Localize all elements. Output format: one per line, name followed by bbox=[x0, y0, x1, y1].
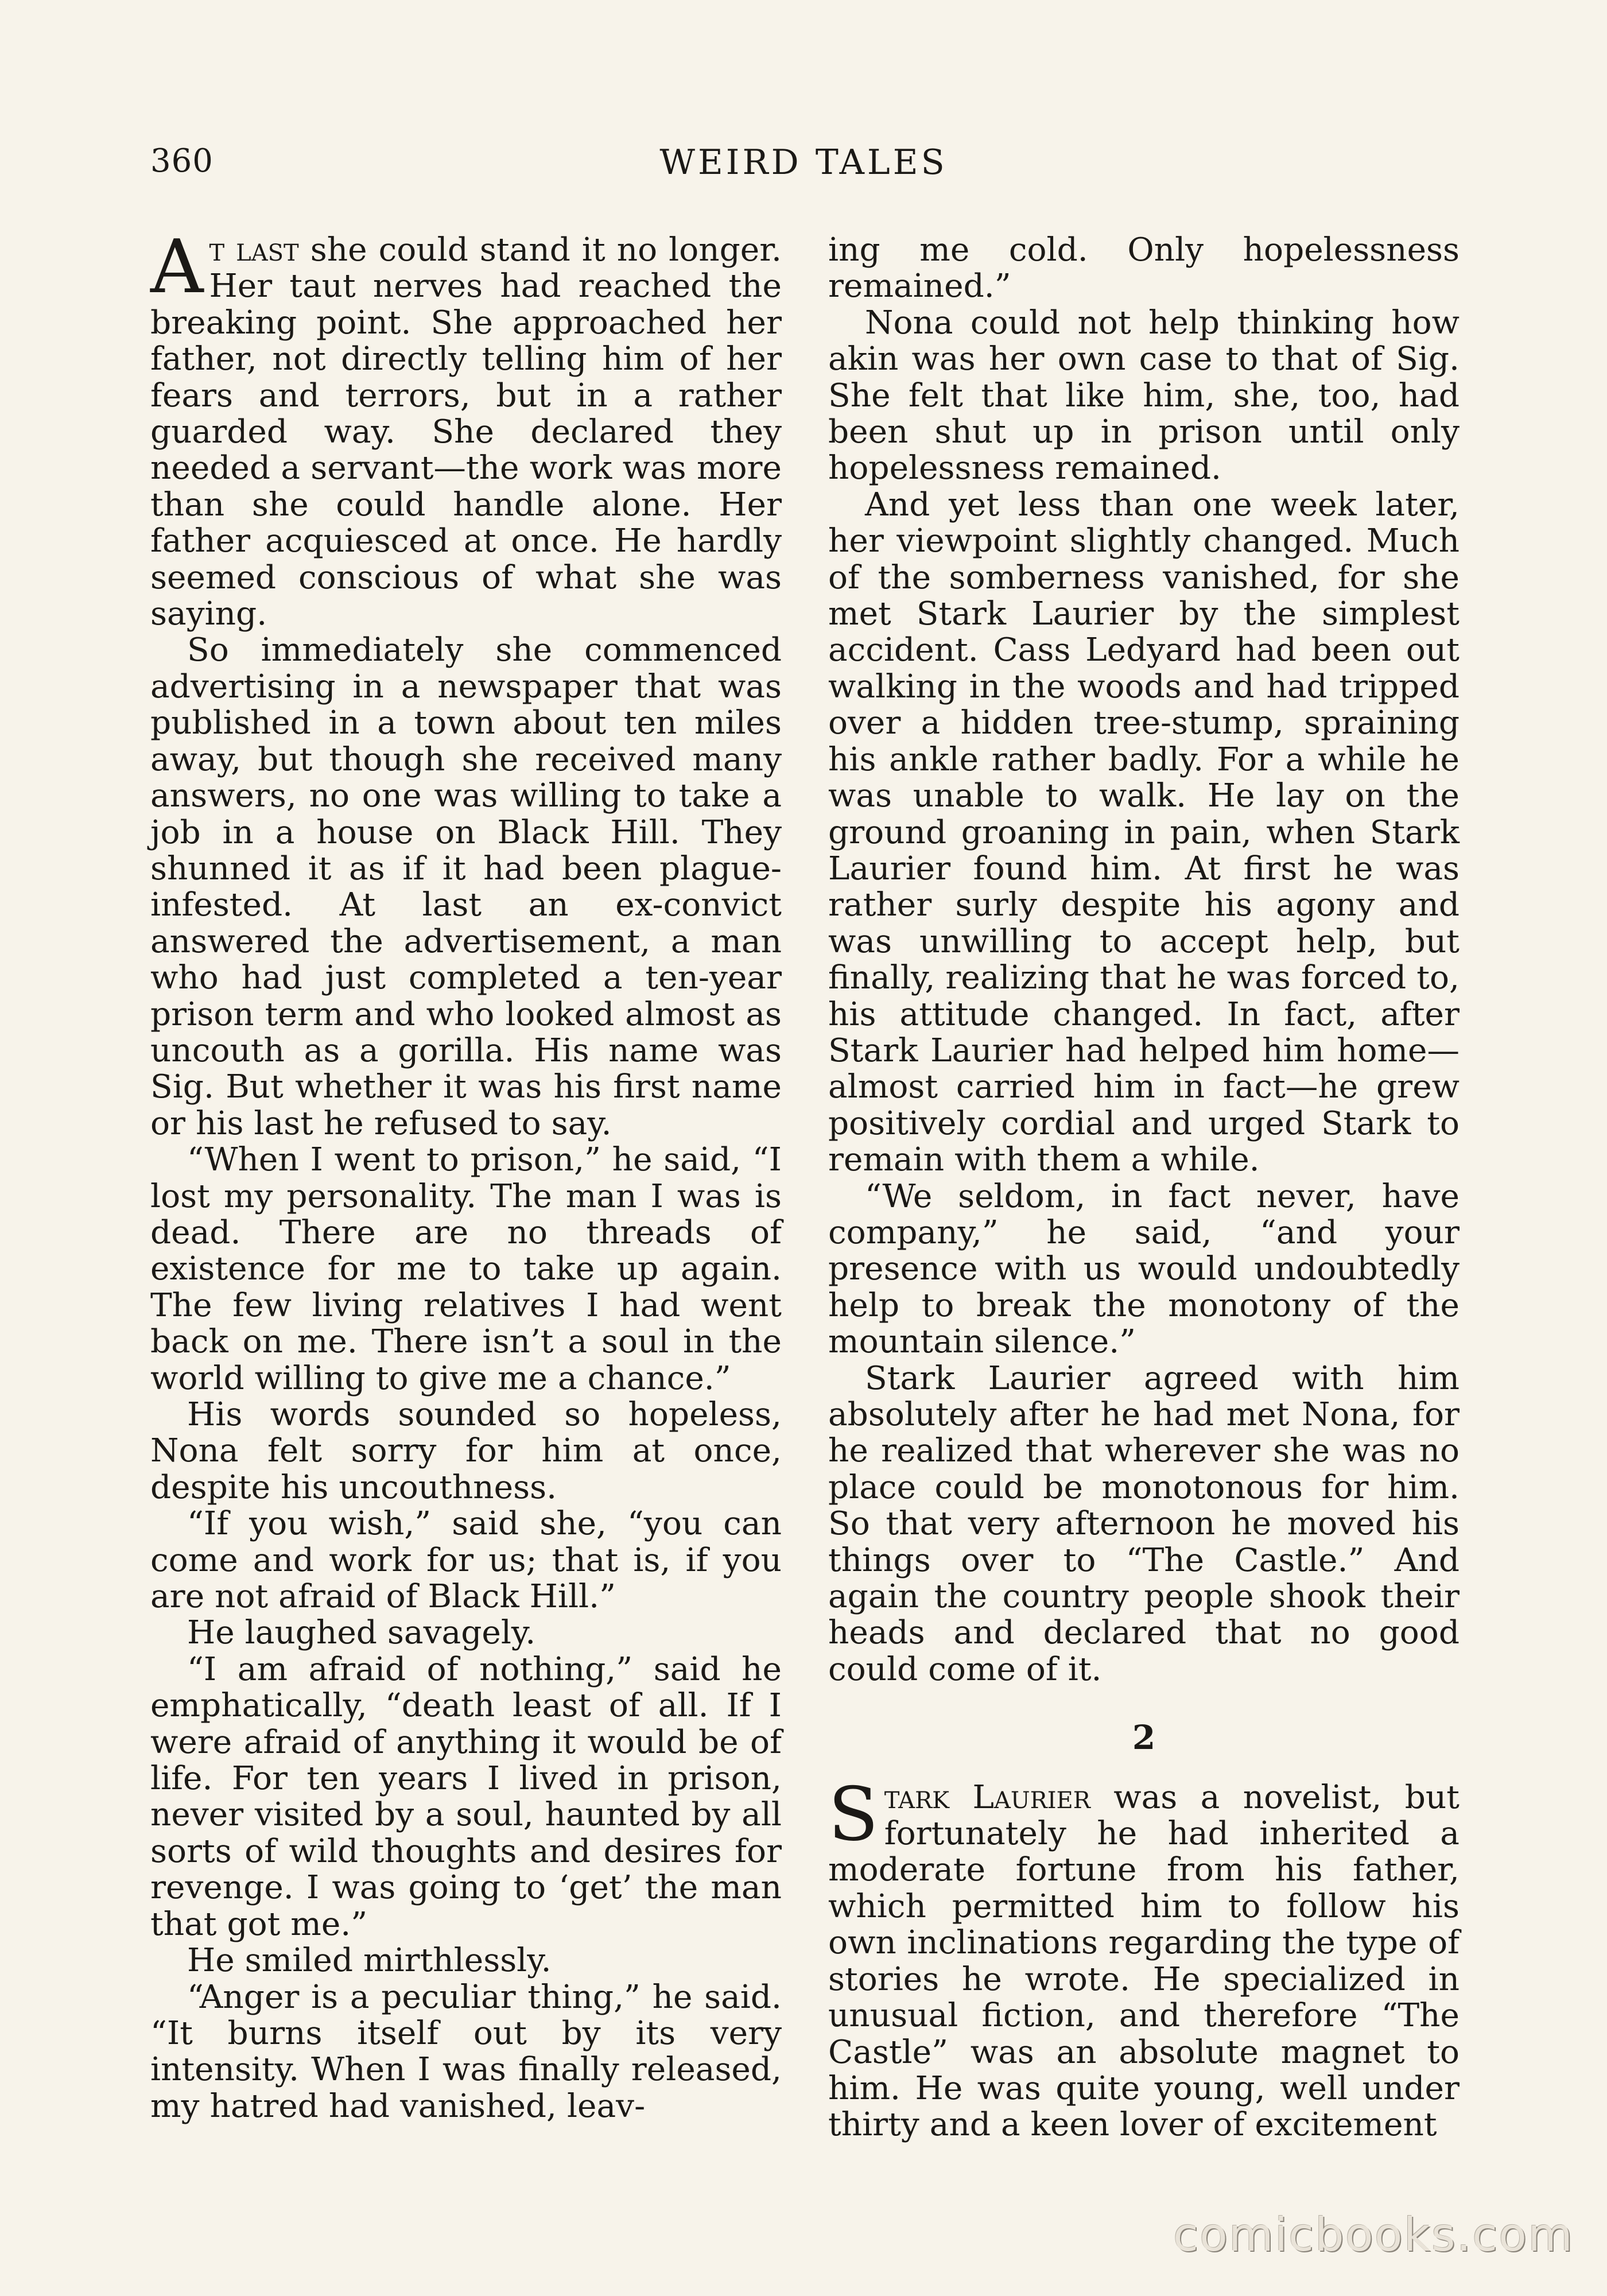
paragraph: So immediately she commenced advertising in a newspaper that was published in a town about ten miles away, but though she received many answers, no one was willing to take a job in a house on Black Hill. They shunned it as if it had been plague-infested. At last an ex-convict answered the advertisement, a man who had just completed a ten-year prison term and who looked almost as uncouth as a gorilla. His name was Sig. But whether it was his first name or his last he refused to say. bbox=[150, 631, 782, 1142]
paragraph: He laughed savagely. bbox=[187, 1614, 536, 1652]
section-opening-paragraph bbox=[828, 1771, 1460, 2144]
continued-paragraph: ing me cold. Only hopelessness remained.” bbox=[828, 231, 1460, 305]
paragraph: And yet less than one week later, her viewpoint slightly changed. Much of the somberness vanished, for she met Stark Laurier by the simplest accident. Cass Ledyard had been out walking in the woods and had tripped over a hidden tree-stump, spraining his ankle rather badly. For a while he was unable to walk. He lay on the ground groaning in pain, when Stark Laurier found him. At first he was rather surly despite his agony and was unwilling to accept help, but finally, realizing that he was forced to, his attitude changed. In fact, after Stark Laurier had helped him home—almost carried him in fact—he grew positively cordial and urged Stark to remain with them a while. bbox=[828, 486, 1460, 1179]
drop-cap: S bbox=[828, 1771, 879, 1857]
section-small-caps: tark Laurier bbox=[884, 1778, 1090, 1816]
paragraph: His words sounded so hopeless, Nona felt sorry for him at once, despite his uncouthness. bbox=[150, 1396, 782, 1506]
paragraph: “When I went to prison,” he said, “I lost my personality. The man I was is dead. There are no threads of existence for me to take up again. The few living relatives I had went back on me. There isn’t a soul in the world willing to give me a chance.” bbox=[150, 1141, 782, 1397]
section-opening-text: was a novelist, but fortunately he had inherited a moderate fortune from his father, which permitted him to follow his own inclinations regarding the type of stories he wrote. He specialized in unusual fiction, and therefore “The Castle” was an absolute magnet to him. He was quite young, well under thirty and a keen lover of excitement bbox=[828, 1778, 1460, 2144]
paragraph: Stark Laurier agreed with him absolutely after he had met Nona, for he realized that wherever she was no place could be monotonous for him. So that very afternoon he moved his things over to “The Castle.” And again the country people shook their heads and declared that no good could come of it. bbox=[828, 1359, 1460, 1688]
left-column bbox=[150, 224, 782, 2125]
opening-paragraph bbox=[150, 224, 782, 633]
opening-text: she could stand it no longer. Her taut nerves had reached the breaking point. She approached her father, not directly telling him of her fears and terrors, but in a rather guarded way. She declared they needed a servant—the work was more than she could handle alone. Her father acquiesced at once. He hardly seemed conscious of what she was saying. bbox=[150, 231, 782, 633]
watermark: comicbooks.com bbox=[1173, 2208, 1574, 2262]
paragraph: “Anger is a peculiar thing,” he said. “It burns itself out by its very intensity. When I was finally released, my hatred had vanished, leav- bbox=[150, 1978, 782, 2125]
opening-small-caps: t last bbox=[209, 231, 299, 269]
paragraph: Nona could not help thinking how akin was her own case to that of Sig. She felt that like him, she, too, had been shut up in prison until only hopelessness remained. bbox=[828, 304, 1460, 487]
running-title: WEIRD TALES bbox=[659, 142, 948, 183]
page-header bbox=[150, 142, 1457, 188]
paragraph: He smiled mirthlessly. bbox=[187, 1942, 552, 1980]
paragraph: “We seldom, in fact never, have company,” he said, “and your presence with us would undoubtedly help to break the monotony of the mountain silence.” bbox=[828, 1177, 1460, 1361]
drop-cap: A bbox=[150, 224, 204, 310]
right-column bbox=[828, 232, 1460, 2143]
paragraph: “I am afraid of nothing,” said he emphatically, “death least of all. If I were afraid of anything it would be of life. For ten years I lived in prison, never visited by a soul, haunted by all sorts of wild thoughts and desires for revenge. I was going to ‘get’ the man that got me.” bbox=[150, 1650, 782, 1943]
section-number: 2 bbox=[1132, 1718, 1156, 1758]
paragraph: “If you wish,” said she, “you can come and work for us; that is, if you are not afraid of Black Hill.” bbox=[150, 1505, 782, 1616]
page-number: 360 bbox=[150, 142, 214, 180]
